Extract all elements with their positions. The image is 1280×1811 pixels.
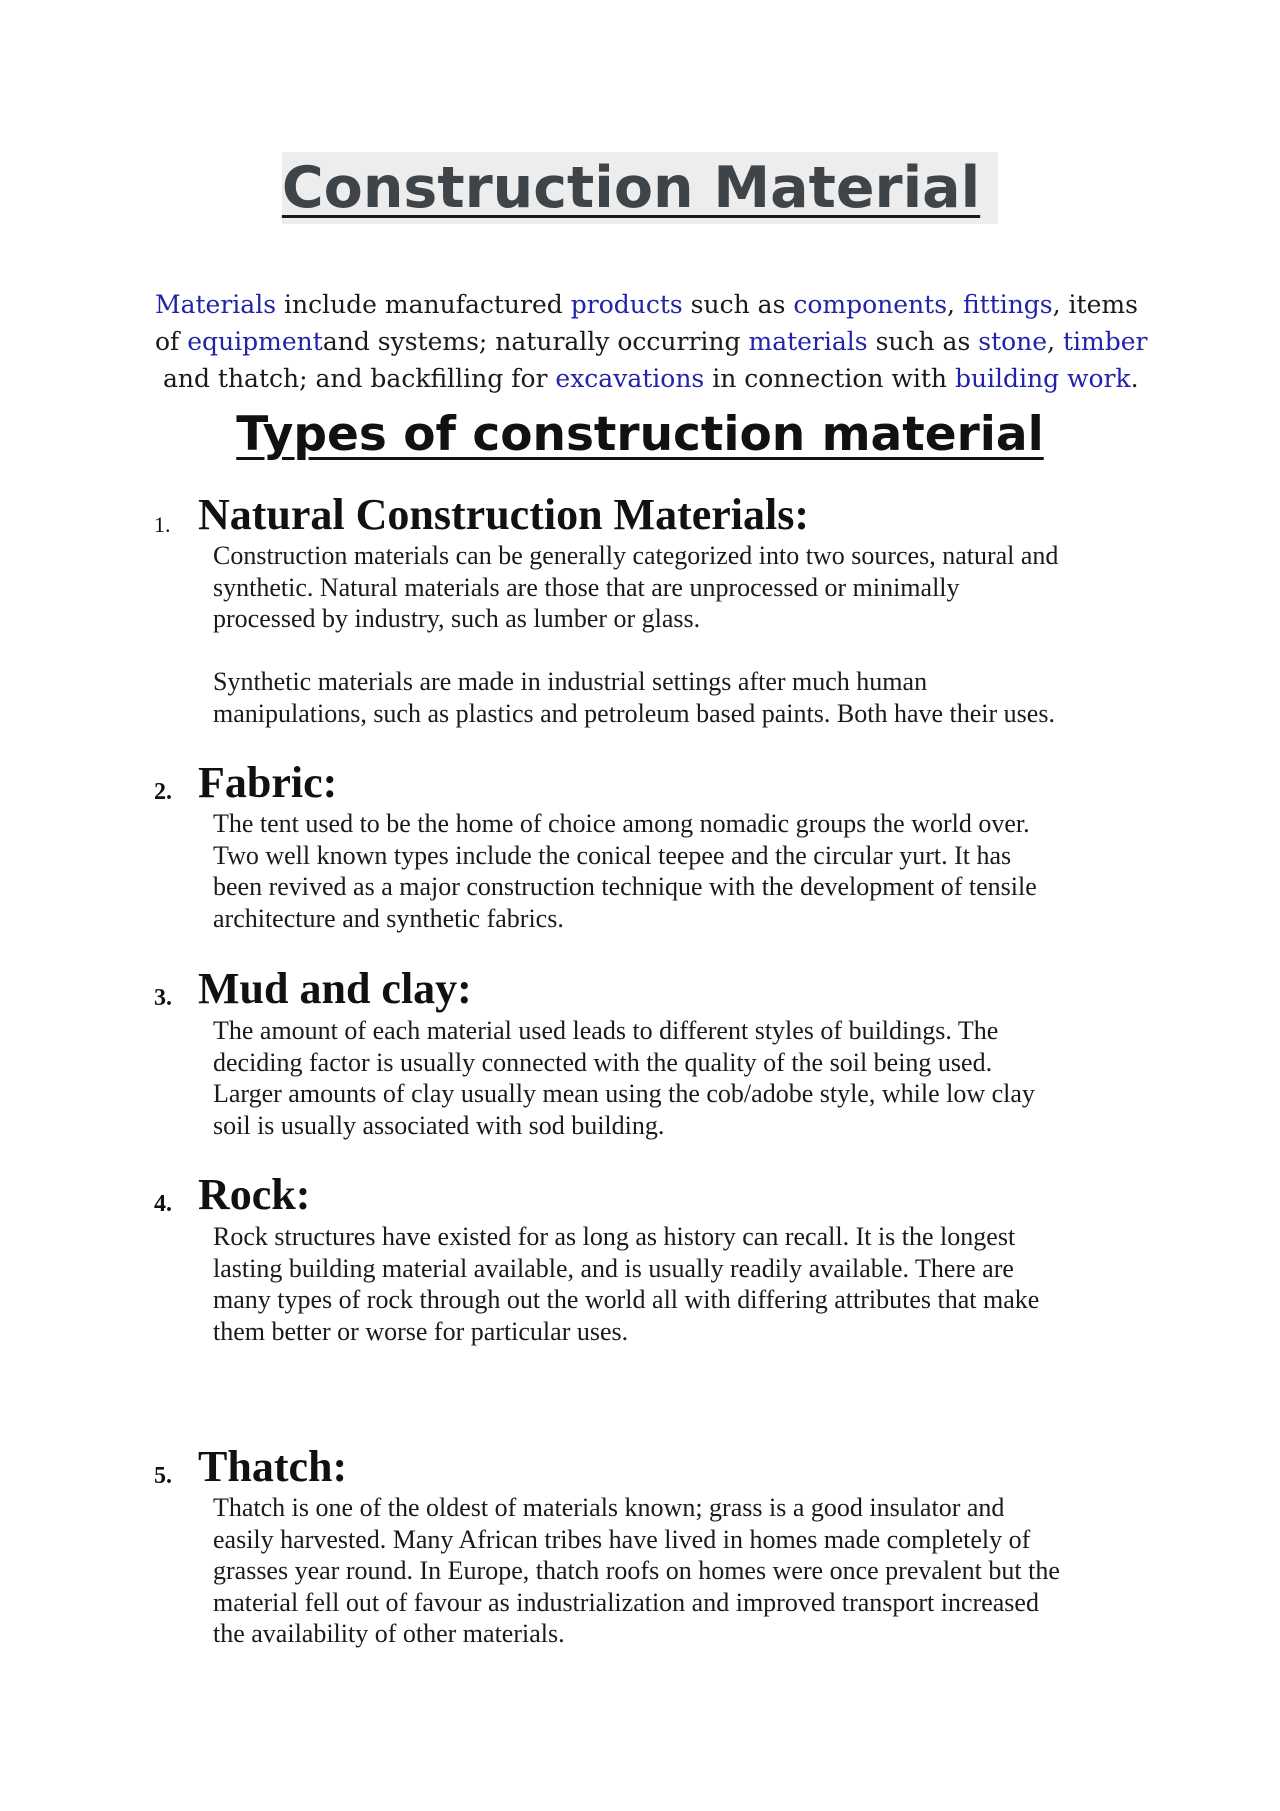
intro-text: .	[1130, 364, 1139, 393]
list-number: 3.	[154, 985, 172, 1011]
intro-line	[155, 323, 1148, 360]
intro-line	[155, 286, 1138, 323]
section-body	[213, 808, 1153, 934]
types-heading-container	[0, 405, 1280, 465]
list-number: 1.	[154, 512, 171, 537]
body-line	[213, 635, 1153, 667]
intro-link[interactable]: building work	[954, 364, 1131, 393]
body-line: material fell out of favour as industrialization and improved transport increased	[213, 1587, 1039, 1617]
body-line: Rock structures have existed for as long as history can recall. It is the longest	[213, 1222, 1016, 1251]
body-line: soil is usually associated with sod building.	[213, 1110, 665, 1140]
section-body	[213, 1221, 1153, 1347]
body-line: The tent used to be the home of choice among nomadic groups the world over.	[213, 809, 1030, 838]
intro-text: include manufactured	[276, 290, 571, 319]
section-heading: Rock:	[198, 1170, 311, 1219]
list-number: 5.	[154, 1463, 172, 1489]
body-line: easily harvested. Many African tribes have lived in homes made completely of	[213, 1524, 1031, 1554]
body-line: deciding factor is usually connected with the quality of the soil being used.	[213, 1047, 993, 1077]
body-line: Synthetic materials are made in industrial settings after much human	[213, 667, 928, 696]
body-line: The amount of each material used leads to different styles of buildings. The	[213, 1016, 999, 1045]
list-number: 2.	[154, 779, 172, 805]
section-body	[213, 540, 1153, 729]
intro-text: and thatch; and backfilling for	[155, 364, 556, 393]
intro-link[interactable]: components	[793, 290, 948, 319]
body-line: Two well known types include the conical teepee and the circular yurt. It has	[213, 840, 1012, 870]
body-line: many types of rock through out the world all with differing attributes that make	[213, 1285, 1040, 1314]
body-line: synthetic. Natural materials are those that are unprocessed or minimally	[213, 572, 960, 602]
intro-text: of	[155, 327, 188, 356]
body-line: them better or worse for particular uses.	[213, 1316, 629, 1346]
intro-text: such as	[682, 290, 794, 319]
intro-line	[155, 360, 1139, 397]
intro-link[interactable]: Materials	[155, 290, 277, 319]
body-line: processed by industry, such as lumber or glass.	[213, 604, 701, 633]
intro-link[interactable]: products	[570, 290, 683, 319]
intro-link[interactable]: fittings	[962, 290, 1053, 319]
intro-link[interactable]: excavations	[555, 364, 705, 393]
body-line: manipulations, such as plastics and petroleum based paints. Both have their uses.	[213, 698, 1055, 728]
section-heading: Natural Construction Materials:	[198, 490, 810, 539]
list-number: 4.	[154, 1191, 172, 1217]
intro-text: and systems; naturally occurring	[322, 327, 749, 356]
intro-link[interactable]: timber	[1062, 327, 1148, 356]
types-heading: Types of construction material	[236, 407, 1044, 462]
intro-text: ,	[1047, 327, 1063, 356]
section-heading: Fabric:	[198, 758, 338, 807]
body-line: architecture and synthetic fabrics.	[213, 903, 564, 933]
section-heading: Thatch:	[198, 1442, 348, 1491]
section-body	[213, 1492, 1153, 1650]
body-line: Larger amounts of clay usually mean using the cob/adobe style, while low clay	[213, 1079, 1035, 1108]
body-line: grasses year round. In Europe, thatch roofs on homes were once prevalent but the	[213, 1556, 1060, 1585]
body-line: lasting building material available, and is usually readily available. There are	[213, 1253, 1014, 1283]
body-line: Thatch is one of the oldest of materials known; grass is a good insulator and	[213, 1493, 1005, 1522]
body-line: Construction materials can be generally categorized into two sources, natural and	[213, 541, 1059, 570]
intro-text: such as	[867, 327, 979, 356]
intro-text: , items	[1052, 290, 1138, 319]
intro-paragraph	[155, 286, 1148, 397]
body-line: the availability of other materials.	[213, 1619, 565, 1648]
intro-link[interactable]: materials	[748, 327, 868, 356]
intro-text: in connection with	[704, 364, 955, 393]
intro-link[interactable]: stone	[978, 327, 1048, 356]
intro-link[interactable]: equipment	[187, 327, 323, 356]
page-title: Construction Material	[282, 152, 998, 224]
section-body	[213, 1015, 1153, 1141]
intro-text: ,	[947, 290, 963, 319]
title-container	[0, 152, 1280, 224]
section-heading: Mud and clay:	[198, 964, 472, 1013]
body-line: been revived as a major construction technique with the development of tensile	[213, 872, 1037, 901]
